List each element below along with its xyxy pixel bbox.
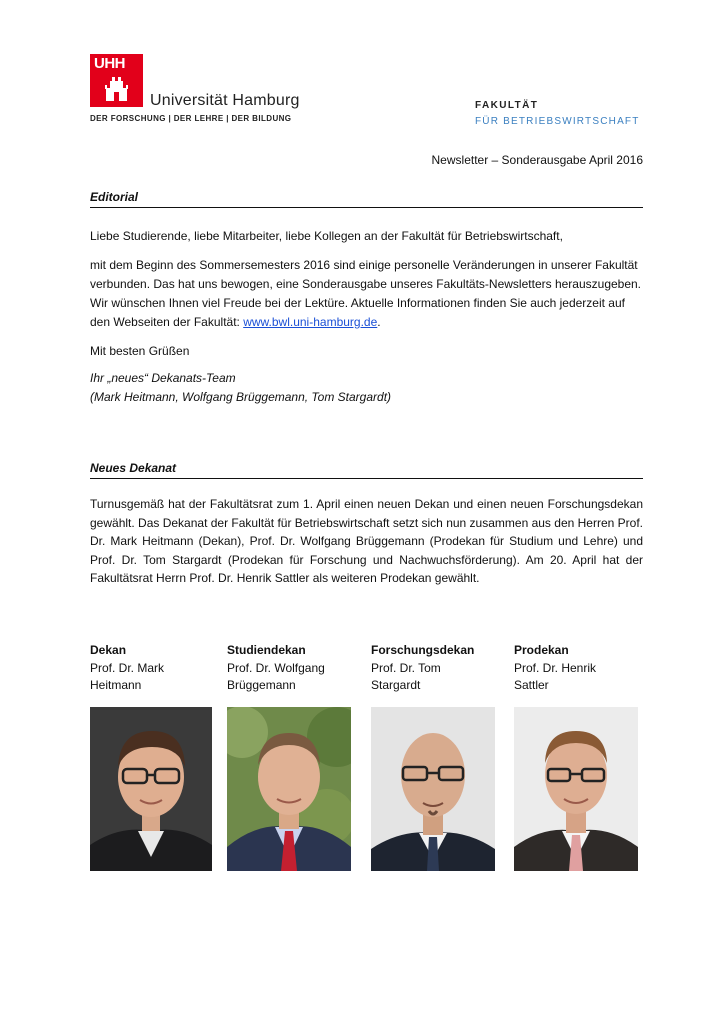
member-name-line1: Prof. Dr. Tom bbox=[371, 660, 441, 675]
portrait-photo-heitmann bbox=[90, 707, 212, 871]
castle-icon bbox=[90, 54, 143, 107]
member-name-line1: Prof. Dr. Mark bbox=[90, 660, 165, 675]
member-studiendekan bbox=[227, 642, 362, 695]
editorial-closing: Mit besten Grüßen bbox=[90, 344, 190, 358]
member-name-line2: Sattler bbox=[514, 678, 549, 692]
university-logo bbox=[90, 54, 143, 107]
editorial-body bbox=[90, 256, 643, 332]
dekanat-body: Turnusgemäß hat der Fakultätsrat zum 1. April einen neuen Dekan und einen neuen Forschungsdekan gewählt. Das Dekanat der Fakultät für Betriebswirtschaft setzt sich nun zusammen aus den Herren Prof. Dr. Mark Heitmann (Dekan), Prof. Dr. Wolfgang Brüggemann (Prodekan für Studium und Lehre) und Prof. Dr. Tom Stargardt (Prodekan für Forschung und Nachwuchsförderung). Am 20. April hat der Fakultätsrat Herrn Prof. Dr. Henrik Sattler als weiteren Prodekan gewählt. bbox=[90, 497, 643, 585]
signature-names: (Mark Heitmann, Wolfgang Brüggemann, Tom Stargardt) bbox=[90, 390, 392, 404]
member-dekan bbox=[90, 642, 225, 695]
member-prodekan bbox=[514, 642, 649, 695]
faculty-name: FÜR BETRIEBSWIRTSCHAFT bbox=[475, 116, 640, 127]
editorial-heading: Editorial bbox=[90, 190, 643, 208]
member-name-line2: Brüggemann bbox=[227, 678, 296, 692]
editorial-body-text: mit dem Beginn des Sommersemesters 2016 sind einige personelle Veränderungen in unserer Fakultät verbunden. Das hat uns bewogen, eine Sonderausgabe unseres Fakultäts-Newsletters herauszugeben. Wir wünschen Ihnen viel Freude bei der Lektüre. Aktuelle Informationen finden Sie auch jederzeit auf den Webseiten der Fakultät: bbox=[90, 258, 642, 329]
portrait-photo-sattler bbox=[514, 707, 638, 871]
university-name: Universität Hamburg bbox=[150, 92, 300, 109]
portrait-photo-brueggemann bbox=[227, 707, 351, 871]
newsletter-title: Newsletter – Sonderausgabe April 2016 bbox=[431, 153, 643, 167]
member-name-line2: Heitmann bbox=[90, 678, 142, 692]
member-name-line1: Prof. Dr. Henrik bbox=[514, 660, 597, 675]
member-role: Forschungsdekan bbox=[371, 643, 475, 657]
member-name-line1: Prof. Dr. Wolfgang bbox=[227, 660, 325, 675]
faculty-website-link[interactable]: www.bwl.uni-hamburg.de bbox=[243, 315, 378, 329]
member-forschungsdekan bbox=[371, 642, 506, 695]
member-role: Dekan bbox=[90, 643, 127, 657]
signature-team: Ihr „neues“ Dekanats-Team bbox=[90, 371, 236, 385]
member-role: Prodekan bbox=[514, 643, 569, 657]
editorial-greeting: Liebe Studierende, liebe Mitarbeiter, liebe Kollegen an der Fakultät für Betriebswirtschaft, bbox=[90, 229, 563, 243]
faculty-label: FAKULTÄT bbox=[475, 100, 539, 111]
member-role: Studiendekan bbox=[227, 643, 306, 657]
university-tagline: DER FORSCHUNG | DER LEHRE | DER BILDUNG bbox=[90, 114, 292, 123]
member-name-line2: Stargardt bbox=[371, 678, 421, 692]
editorial-body-end: . bbox=[377, 315, 381, 329]
logo-text: UHH bbox=[94, 55, 125, 72]
dekanat-heading: Neues Dekanat bbox=[90, 461, 643, 479]
portrait-photo-stargardt bbox=[371, 707, 495, 871]
